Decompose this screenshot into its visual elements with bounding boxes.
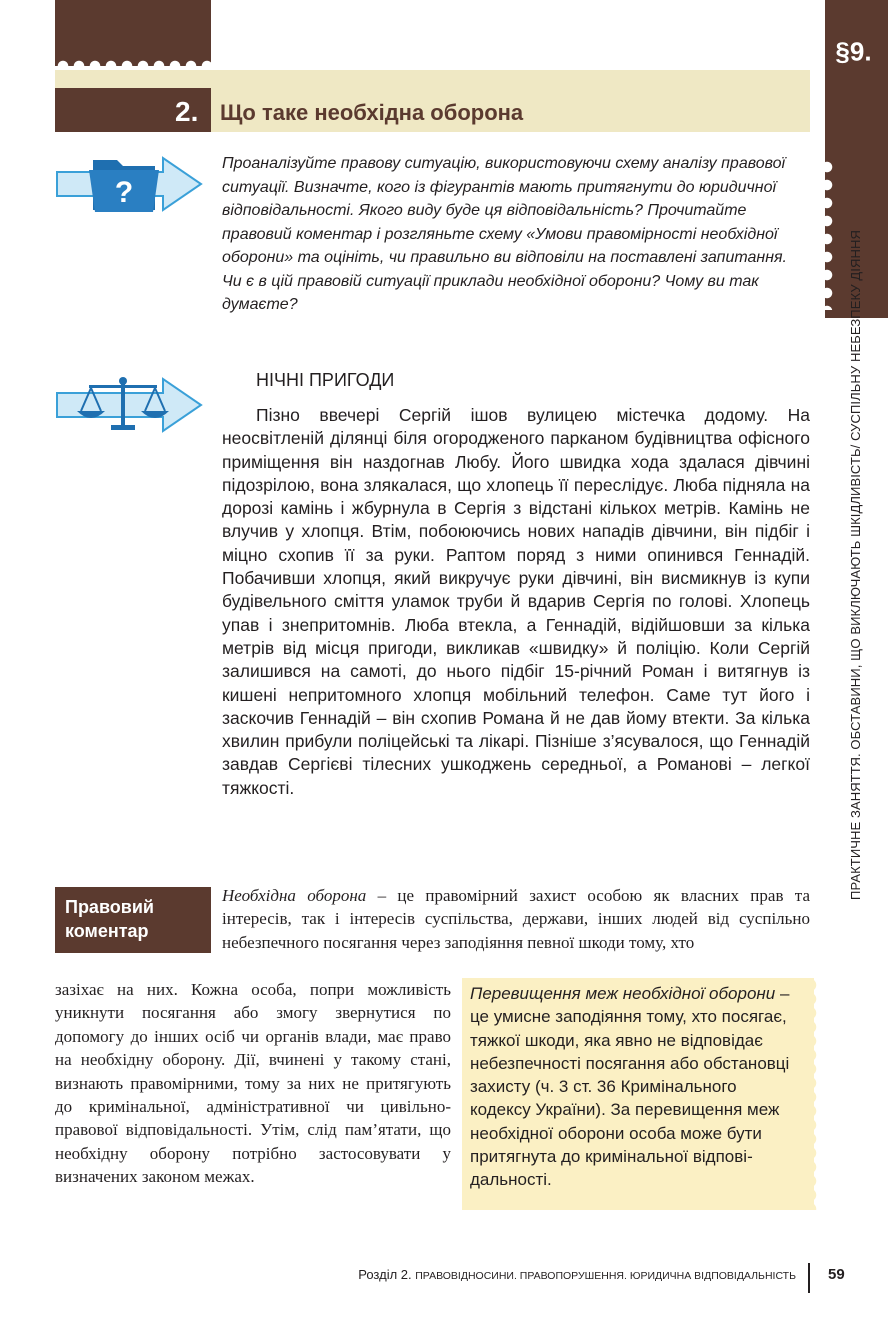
sidebar-scallop-edge	[820, 160, 834, 310]
task-paragraph: Чи є в цій правовій ситуації приклади необхідної оборони? Чому ви так думаєте?	[222, 272, 759, 313]
footer-chapter	[358, 1267, 796, 1282]
section-number: 2.	[175, 96, 199, 127]
paragraph-mark: §9.	[835, 36, 872, 67]
footer-divider	[808, 1263, 810, 1293]
scales-icon	[55, 373, 205, 437]
header-decor-block	[55, 0, 211, 66]
svg-text:?: ?	[114, 176, 134, 209]
task-instructions	[222, 152, 812, 317]
definition-scallop-edge	[810, 978, 822, 1210]
defined-term: Необхідна оборона	[222, 886, 367, 905]
legal-comment-text-part: – це правомірний захист особою як власних прав та інтересів, так і інтересів суспільства, держави, інших людей від суспільно небезпечного посягання через заподіяння певної шкоди тому, хто	[222, 886, 810, 952]
chapter-label: Розділ 2.	[358, 1267, 412, 1282]
folder-question-icon	[55, 152, 205, 216]
legal-comment-label: Правовий коментар	[55, 887, 211, 953]
task-paragraph: Проаналізуйте правову ситуацію, використовуючи схему аналізу правової ситуації. Визначте, кого із фігурантів мають притягнути до юридичної відповідальності. Якого виду буде ця відповідальність? Прочитайте правовий коментар і розгляньте схему «Умови правомірності необхідної оборони» та оцініть, чи правильно ви відповіли на поставлені запитання.	[222, 155, 787, 266]
story-title: НІЧНІ ПРИГОДИ	[256, 370, 395, 390]
definition-text	[470, 982, 800, 1192]
definition-body: – це умисне заподіяння тому, хто посягає, тяжкої шкоди, яка явно не відповідає небезпечності посягання або обстановці захисту (ч. 3 ст. 36 Кримінального кодексу України). За перевищення меж необхідної оборони особа може бути притягнута до кримінальної відповідальності.	[470, 984, 790, 1190]
legal-comment-text	[222, 884, 810, 954]
page-number: 59	[828, 1266, 845, 1283]
chapter-title: ПРАВОВІДНОСИНИ. ПРАВОПОРУШЕННЯ. ЮРИДИЧНА ВІДПОВІДАЛЬНІСТЬ	[415, 1270, 796, 1282]
page-footer	[0, 1263, 888, 1293]
running-title: ПРАКТИЧНЕ ЗАНЯТТЯ. ОБСТАВИНИ, ЩО ВИКЛЮЧАЮТЬ ШКІДЛИВІСТЬ/ СУСПІЛЬНУ НЕБЕЗПЕКУ ДІЯННЯ	[848, 230, 863, 900]
legal-comment-continued: зазіхає на них. Кожна особа, попри можливість уникнути посягання або змогу звернутися по допомогу до інших осіб чи органів влади, має право на необхідну оборону. Дії, вчинені у такому стані, визнають правомірними, тому за них не притягують до кримінальної, адміністративної чи цивільно-правової відповідальності. Утім, слід пам’ятати, що необхідну оборону потрібно застосовувати у визначених законом межах.	[55, 980, 451, 1187]
definition-term: Перевищення меж необхідної оборони	[470, 984, 776, 1003]
section-title: Що таке необхідна оборона	[220, 100, 524, 125]
story-text: Пізно ввечері Сергій ішов вулицею містечка додому. На неосвітленій ділянці біля огородженого парканом будівництва офісного приміщення він наздогнав Любу. Його швидка хода здалася дівчині підозрілою, вона злякалася, що хлопець її переслідує. Люба підняла на дорозі камінь і жбурнула в Сергія з відстані кількох метрів. Камінь не влучив у хлопця. Втім, побоюючись нових нападів дівчини, він підбіг і міцно схопив її за руки. Раптом поряд з ними опинився Геннадій. Побачивши хлопця, який викручує руки дівчині, він висмикнув із купи будівельного сміття уламок труби й вдарив Сергія по голові. Хлопець упав і знепритомнів. Люба втекла, а Геннадій, відійшовши за кілька метрів від місця пригоди, викликав «швидку» й поліцію. Коли Сергій залишився на самоті, до нього підбіг 15-річний Роман і витягнув із кишені непритомного хлопця мобільний телефон. Саме тут його і заскочив Геннадій – він схопив Романа й не дав йому втекти. За кілька хвилин прибули поліцейські та лікарі. Пізніше з’ясувалося, що Геннадій завдав Сергієві тілесних ушкоджень середньої, а Романові – легкої тяжкості.	[222, 405, 810, 798]
